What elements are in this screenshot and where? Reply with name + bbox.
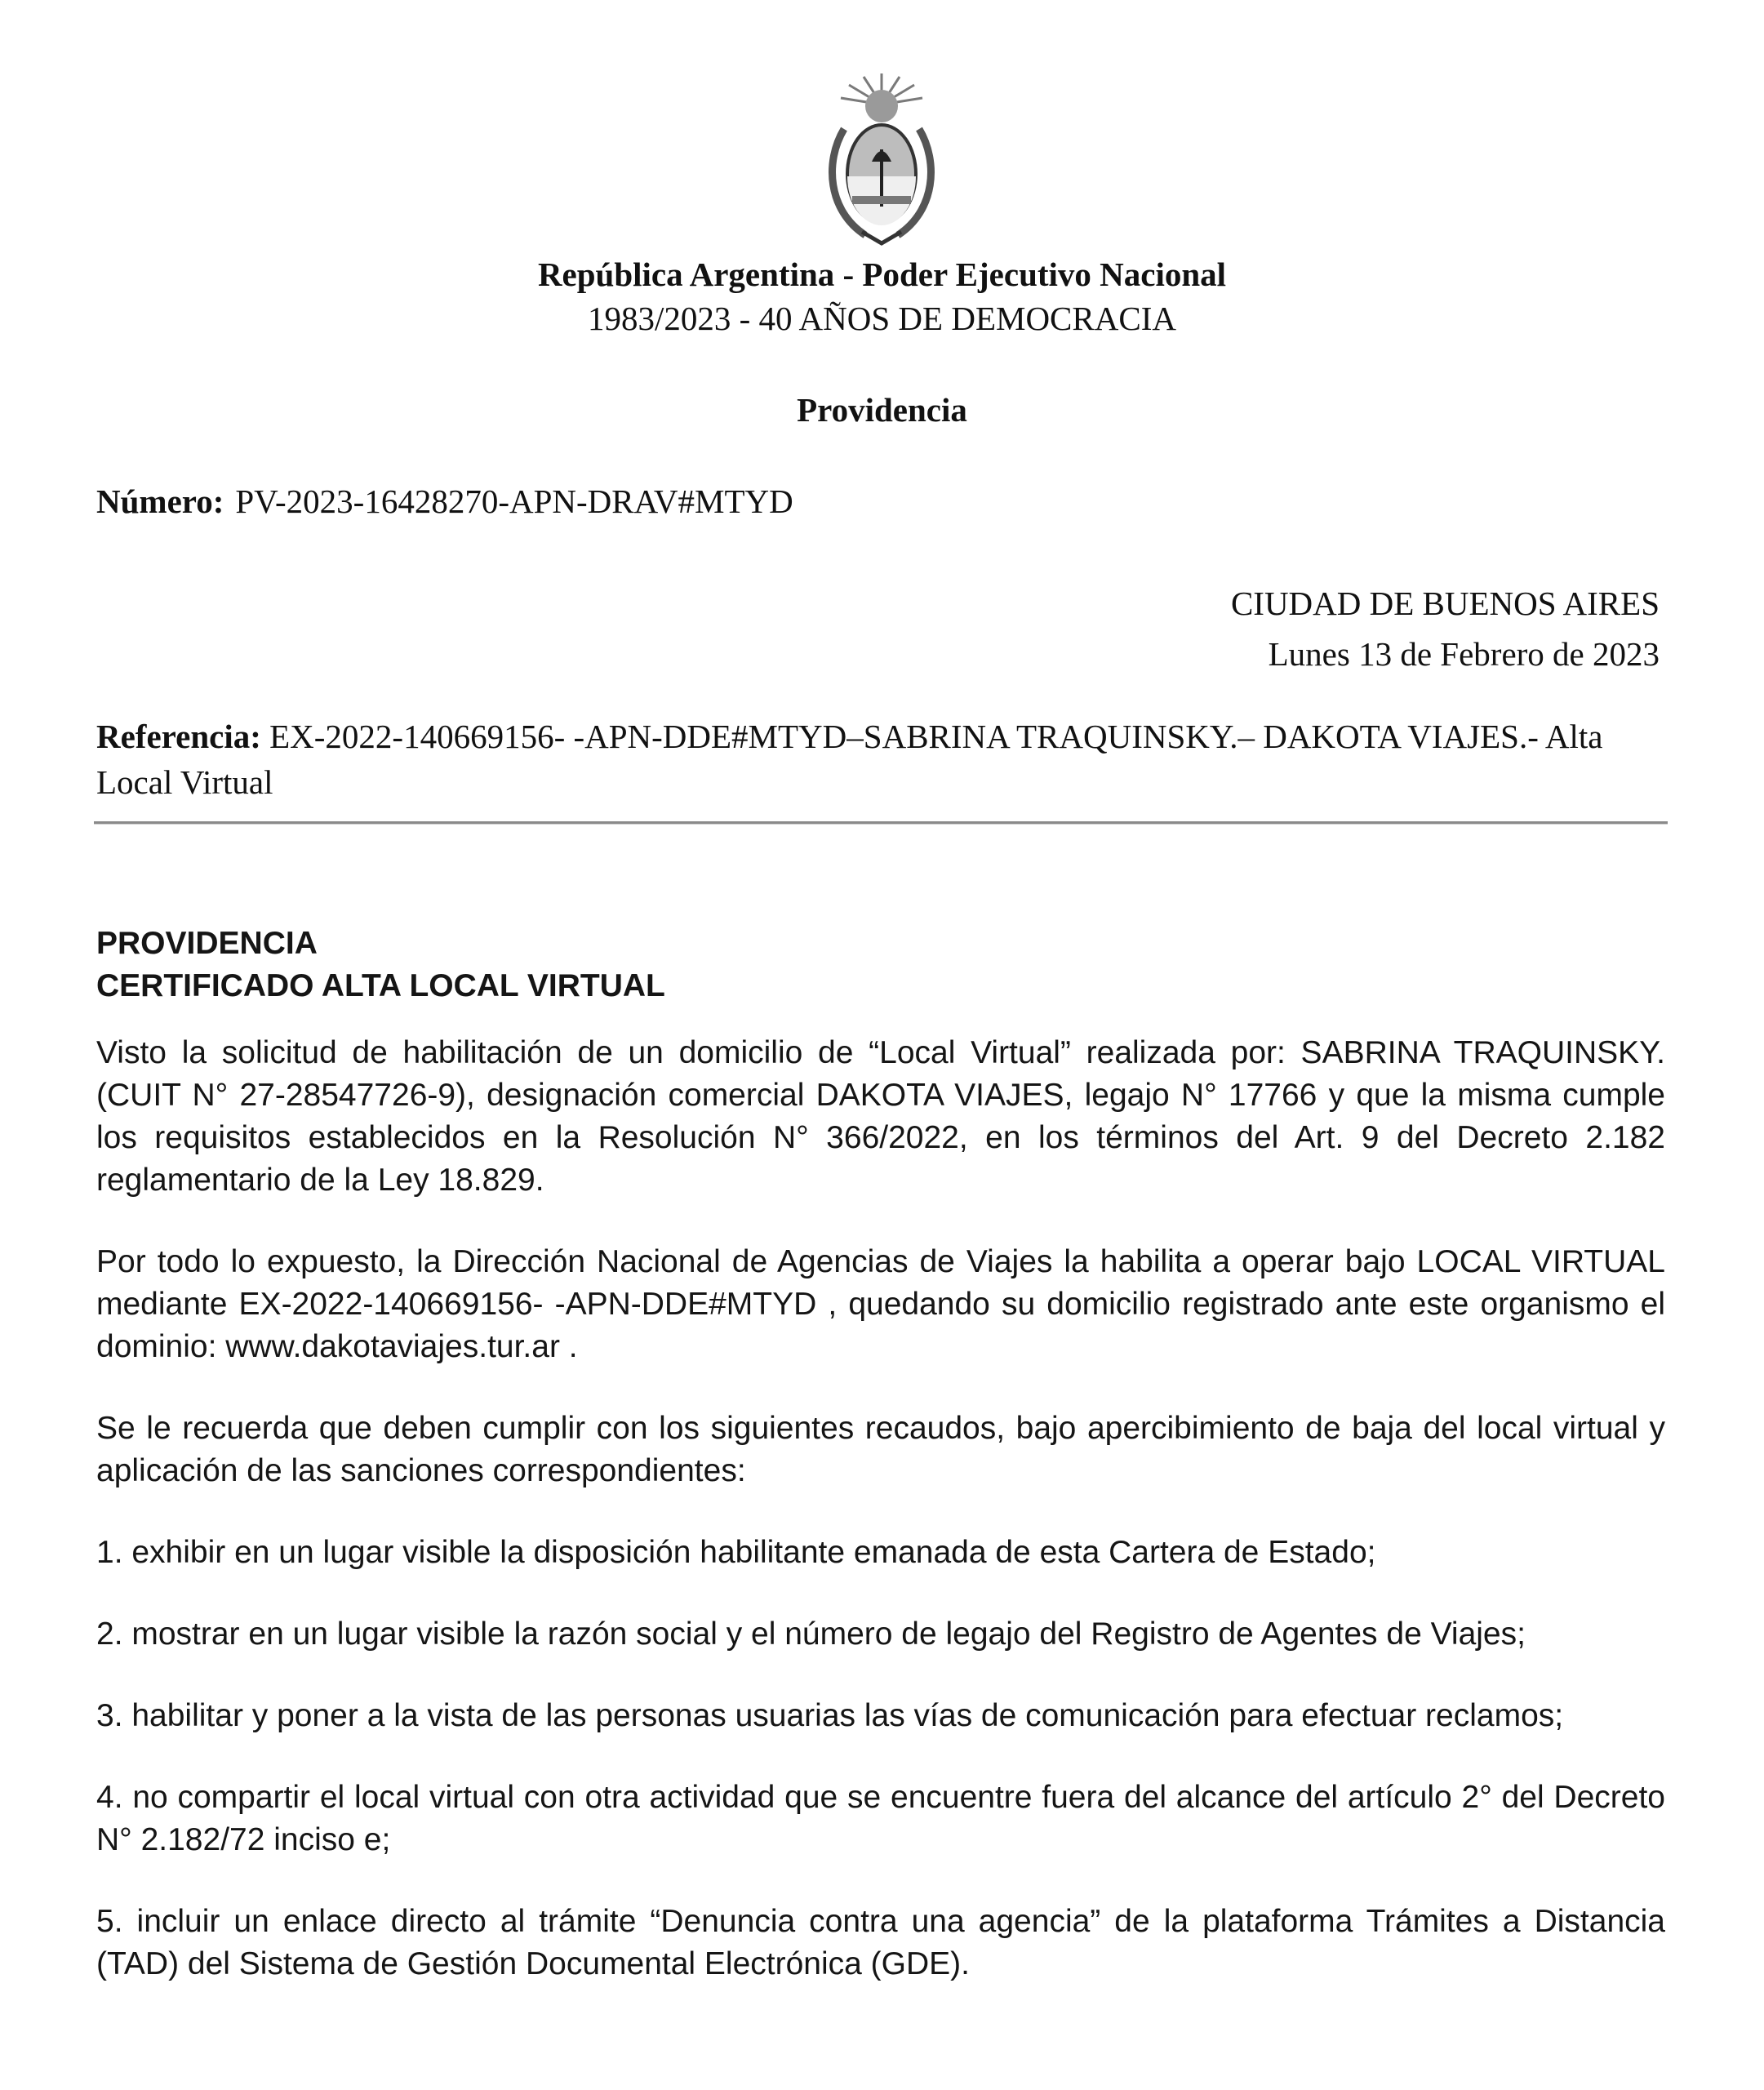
list-item: 5. incluir un enlace directo al trámite “Denuncia contra una agencia” de la plataforma Trámites a Distancia (TAD) del Sistema de Gestión Documental Electrónica (GDE). (96, 1904, 1665, 1981)
document-number (96, 482, 793, 521)
numero-label: Número: (96, 482, 224, 520)
date: Lunes 13 de Febrero de 2023 (1268, 635, 1660, 673)
header-motto: 1983/2023 - 40 AÑOS DE DEMOCRACIA (588, 300, 1176, 337)
list-item: 2. mostrar en un lugar visible la razón social y el número de legajo del Registro de Agentes de Viajes; (96, 1616, 1526, 1652)
paragraph-recaudos: Se le recuerda que deben cumplir con los siguientes recaudos, bajo apercibimiento de baja del local virtual y aplicación de las sanciones correspondientes: (96, 1411, 1665, 1488)
coat-of-arms-seal (816, 72, 947, 251)
document-type: Providencia (797, 391, 967, 429)
list-item: 4. no compartir el local virtual con otra actividad que se encuentre fuera del alcance del artículo 2° del Decreto N° 2.182/72 inciso e; (96, 1780, 1665, 1857)
referencia-value: EX-2022-140669156- -APN-DDE#MTYD–SABRINA TRAQUINSKY.– DAKOTA VIAJES.- Alta Local Virtual (96, 718, 1603, 801)
body-subtitle: CERTIFICADO ALTA LOCAL VIRTUAL (96, 968, 665, 1003)
paragraph-habilita: Por todo lo expuesto, la Dirección Nacional de Agencias de Viajes la habilita a operar bajo LOCAL VIRTUAL mediante EX-2022-140669156- -APN-DDE#MTYD , quedando su domicilio registrado ante este organismo el dominio: www.dakotaviajes.tur.ar . (96, 1244, 1665, 1364)
body-title: PROVIDENCIA (96, 926, 318, 961)
document-body (96, 923, 1665, 1986)
city: CIUDAD DE BUENOS AIRES (1230, 585, 1660, 622)
place-date-block (1231, 578, 1660, 679)
paragraph-visto: Visto la solicitud de habilitación de un domicilio de “Local Virtual” realizada por: SABRINA TRAQUINSKY. (CUIT N° 27-28547726-9), designación comercial DAKOTA VIAJES, legajo N° 17766 y que la misma cumple los requisitos establecidos en la Resolución N° 366/2022, en los términos del Art. 9 del Decreto 2.182 reglamentario de la Ley 18.829. (96, 1035, 1665, 1198)
list-item: 1. exhibir en un lugar visible la disposición habilitante emanada de esta Cartera de Estado; (96, 1535, 1376, 1570)
numero-value: PV-2023-16428270-APN-DRAV#MTYD (235, 482, 793, 520)
divider (94, 821, 1668, 825)
list-item: 3. habilitar y poner a la vista de las personas usuarias las vías de comunicación para efectuar reclamos; (96, 1698, 1564, 1733)
reference (96, 714, 1665, 805)
referencia-label: Referencia: (96, 718, 261, 755)
header-republic: República Argentina - Poder Ejecutivo Nacional (537, 256, 1227, 293)
